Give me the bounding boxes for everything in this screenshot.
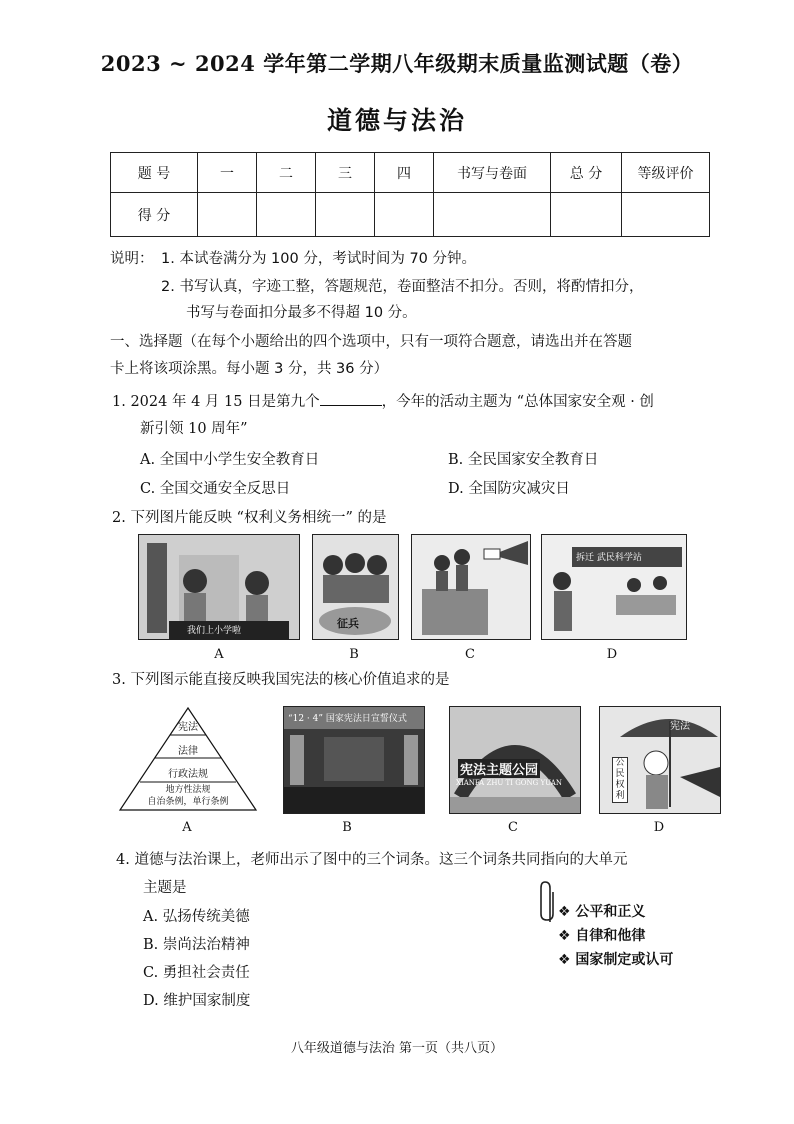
q1-stem-a: 1. 2024 年 4 月 15 日是第九个 [112,394,320,410]
q4-option-c: C. 勇担社会责任 [143,965,250,981]
q2-image-c [411,534,531,640]
score-cell [375,193,434,237]
score-row-label: 得 分 [111,193,198,237]
q3-caption-b: B [342,820,352,835]
q1-option-c: C. 全国交通安全反思日 [140,481,291,497]
pyramid-level-4: 地方性法规 [165,785,211,795]
q1-option-a: A. 全国中小学生安全教育日 [140,452,320,468]
q2-image-a [138,534,300,640]
q2-caption-b: B [349,647,359,662]
q4-stem-b: 主题是 [143,880,187,896]
q2-image-c-drawing [412,535,530,639]
score-header-2: 二 [257,153,316,193]
q1-blank [320,391,382,406]
score-cell [316,193,375,237]
score-header-label: 题 号 [111,153,198,193]
exam-title: 2023 ~ 2024 学年第二学期八年级期末质量监测试题（卷） [100,51,694,76]
paperclip-icon [540,880,560,924]
sign-char-4: 利 [615,791,625,801]
q3-image-d-sign [612,757,628,803]
q2-caption-d: D [606,647,618,662]
score-cell [198,193,257,237]
score-header-3: 三 [316,153,375,193]
instructions-label: 说明： [110,251,154,267]
q3-image-d-umbrella-text: 宪法 [670,721,690,732]
score-cell [551,193,622,237]
sign-char-1: 公 [615,758,625,768]
q4-option-b: B. 崇尚法治精神 [143,937,250,953]
q3-image-b-banner: “12 · 4” 国家宪法日宣誓仪式 [288,714,407,724]
score-cell [257,193,316,237]
q3-pyramid [118,706,258,812]
score-cell [434,193,551,237]
score-header-total: 总 分 [551,153,622,193]
q3-image-c [449,706,581,814]
q4-option-a: A. 弘扬传统美德 [143,909,250,925]
pyramid-level-3: 行政法规 [168,769,208,780]
q3-image-c-text: 宪法主题公园 [458,759,540,778]
score-table [110,152,710,237]
word-card-item-2: ❖ 自律和他律 [558,928,646,944]
pyramid-level-1: 宪法 [178,722,198,733]
word-card-item-3: ❖ 国家制定或认可 [558,952,674,968]
q2-image-b-text: 征兵 [337,617,359,630]
score-header-4: 四 [375,153,434,193]
q2-stem: 2. 下列图片能反映 “权利义务相统一” 的是 [112,510,387,526]
q3-caption-c: C [508,820,518,835]
q3-caption-a: A [182,820,192,835]
page-footer: 八年级道德与法治 第一页（共八页） [290,1041,504,1056]
pyramid-level-5: 自治条例，单行条例 [147,797,229,807]
sign-char-3: 权 [615,780,625,790]
section1-heading-line2: 卡上将该项涂黑。每小题 3 分，共 36 分） [110,361,389,377]
q1-stem [112,391,732,413]
q3-stem: 3. 下列图示能直接反映我国宪法的核心价值追求的是 [112,672,450,688]
q3-caption-d: D [653,820,665,835]
instruction-1: 1. 本试卷满分为 100 分，考试时间为 70 分钟。 [161,251,477,267]
q1-option-b: B. 全民国家安全教育日 [448,452,599,468]
q4-word-card [558,900,718,972]
word-card-item-1: ❖ 公平和正义 [558,904,646,920]
q4-option-d: D. 维护国家制度 [143,993,251,1009]
score-header-1: 一 [198,153,257,193]
q2-image-d [541,534,687,640]
q2-image-d-text: 拆迁 武民科学站 [576,553,642,563]
score-header-writing: 书写与卷面 [434,153,551,193]
q3-image-b [283,706,425,814]
score-cell [622,193,710,237]
q3-image-c-pinyin: XIANFA ZHU TI GONG YUAN [456,779,562,787]
pyramid-level-2: 法律 [178,746,198,757]
q2-image-b [312,534,399,640]
q2-caption-a: A [214,647,224,662]
subject-title: 道德与法治 [326,106,467,135]
q1-stem-c: 新引领 10 周年” [140,421,248,437]
instruction-2-line1: 2. 书写认真，字迹工整，答题规范，卷面整洁不扣分。否则，将酌情扣分， [161,279,644,295]
score-header-grade: 等级评价 [622,153,710,193]
q2-caption-c: C [465,647,475,662]
q2-image-a-text: 我们上小学啦 [187,626,242,636]
q1-option-d: D. 全国防灾减灾日 [448,481,570,497]
instruction-2-line2: 书写与卷面扣分最多不得超 10 分。 [186,305,417,321]
q3-image-d [599,706,721,814]
q1-stem-b: ，今年的活动主题为 “总体国家安全观 · 创 [381,394,654,410]
section1-heading-line1: 一、选择题（在每个小题给出的四个选项中，只有一项符合题意，请选出并在答题 [110,334,632,350]
sign-char-2: 民 [615,769,625,779]
q4-stem-a: 4. 道德与法治课上，老师出示了图中的三个词条。这三个词条共同指向的大单元 [116,852,628,868]
